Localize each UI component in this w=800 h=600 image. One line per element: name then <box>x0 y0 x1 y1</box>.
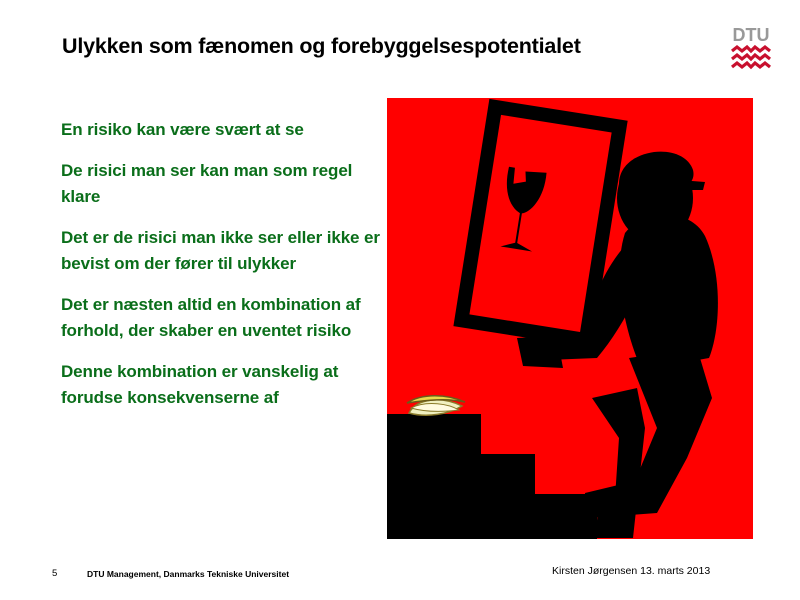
worker-carrying-glass-icon <box>387 98 753 539</box>
bullet-list <box>61 117 396 426</box>
dtu-logo-graphic <box>728 24 774 72</box>
slide-number: 5 <box>52 568 58 579</box>
footer-author-date: Kirsten Jørgensen 13. marts 2013 <box>552 565 711 577</box>
bullet-item: Denne kombination er vanskelig at forudse konsekvenserne af <box>61 361 339 407</box>
footer-organization: DTU Management, Danmarks Tekniske Universitet <box>87 569 290 579</box>
bullet-item: En risiko kan være svært at se <box>61 120 304 139</box>
slide-title: Ulykken som fænomen og forebyggelsespotentialet <box>62 34 581 58</box>
bullet-item: De risici man ser kan man som regel klare <box>61 160 353 206</box>
bullet-item: Det er næsten altid en kombination af forhold, der skaber en uventet risiko <box>61 294 361 340</box>
dtu-logo-waves <box>732 47 770 67</box>
dtu-logo-text: DTU <box>732 25 770 45</box>
dtu-logo <box>728 24 774 72</box>
worker-on-stairs-illustration <box>387 98 753 539</box>
bullet-item: Det er de risici man ikke ser eller ikke er bevist om der fører til ulykker <box>61 227 380 273</box>
